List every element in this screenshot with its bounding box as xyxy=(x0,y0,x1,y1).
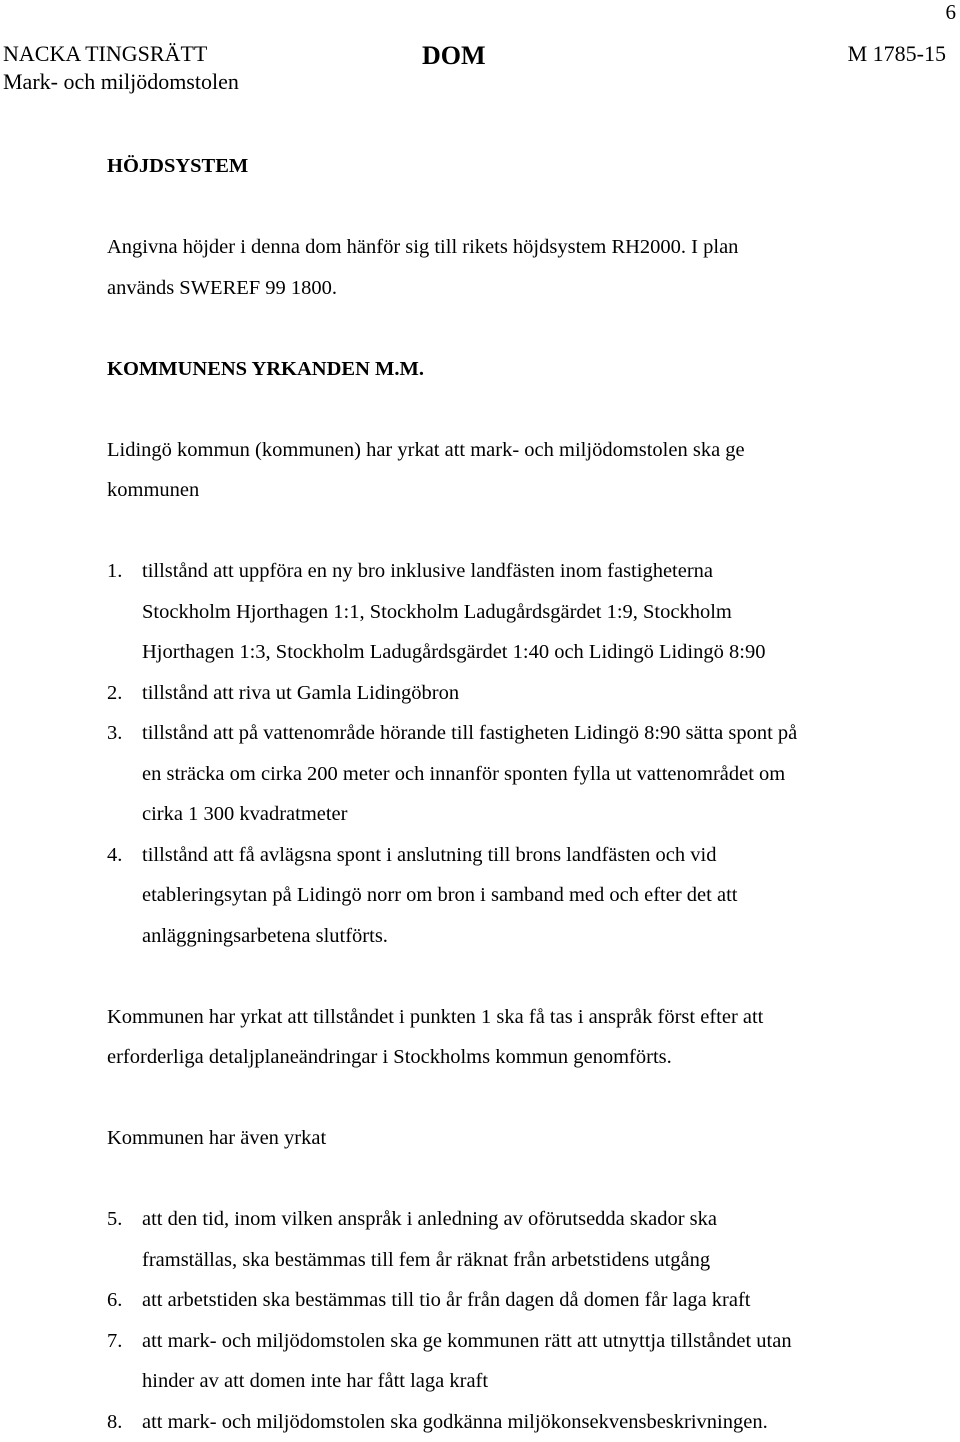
list-item-number: 6. xyxy=(107,1280,122,1321)
list-item-number: 2. xyxy=(107,673,122,714)
list-item-line: anläggningsarbetena slutförts. xyxy=(142,916,907,957)
list-item-number: 4. xyxy=(107,835,122,876)
heading-height-system: HÖJDSYSTEM xyxy=(107,146,907,187)
list-item-line: framställas, ska bestämmas till fem år räknat från arbetstidens utgång xyxy=(142,1240,907,1281)
list-item-number: 3. xyxy=(107,713,122,754)
list-item-line: tillstånd att på vattenområde hörande till fastigheten Lidingö 8:90 sätta spont på xyxy=(142,713,907,754)
list-item xyxy=(107,1280,907,1321)
list-item-line: tillstånd att riva ut Gamla Lidingöbron xyxy=(142,673,907,714)
list-item-line: etableringsytan på Lidingö norr om bron i samband med och efter det att xyxy=(142,875,907,916)
claims-para-3: Kommunen har även yrkat xyxy=(107,1118,907,1159)
claims-para-2-line-2: erforderliga detaljplaneändringar i Stockholms kommun genomförts. xyxy=(107,1037,907,1078)
case-number: M 1785-15 xyxy=(848,41,946,67)
document-body xyxy=(107,146,907,1442)
claims-para-2-line-1: Kommunen har yrkat att tillståndet i punkten 1 ska få tas i anspråk först efter att xyxy=(107,997,907,1038)
list-item-line: tillstånd att uppföra en ny bro inklusive landfästen inom fastigheterna xyxy=(142,551,907,592)
list-item-line: att mark- och miljödomstolen ska ge kommunen rätt att utnyttja tillståndet utan xyxy=(142,1321,907,1362)
list-item xyxy=(107,673,907,714)
list-item-number: 1. xyxy=(107,551,122,592)
list-item-number: 5. xyxy=(107,1199,122,1240)
list-item-line: att den tid, inom vilken anspråk i anledning av oförutsedda skador ska xyxy=(142,1199,907,1240)
list-item xyxy=(107,1321,907,1402)
height-system-text-line-1: Angivna höjder i denna dom hänför sig till rikets höjdsystem RH2000. I plan xyxy=(107,227,907,268)
heading-claims: KOMMUNENS YRKANDEN M.M. xyxy=(107,349,907,390)
list-item-line: att arbetstiden ska bestämmas till tio år från dagen då domen får laga kraft xyxy=(142,1280,907,1321)
list-item xyxy=(107,835,907,957)
list-item xyxy=(107,713,907,835)
list-item-line: Hjorthagen 1:3, Stockholm Ladugårdsgärdet 1:40 och Lidingö Lidingö 8:90 xyxy=(142,632,907,673)
list-item-line: cirka 1 300 kvadratmeter xyxy=(142,794,907,835)
claims-list-1 xyxy=(107,551,907,956)
list-item xyxy=(107,1402,907,1442)
claims-list-2 xyxy=(107,1199,907,1442)
court-name: NACKA TINGSRÄTT xyxy=(3,41,207,67)
height-system-text-line-2: används SWEREF 99 1800. xyxy=(107,268,907,309)
claims-intro-line-2: kommunen xyxy=(107,470,907,511)
list-item-number: 8. xyxy=(107,1402,122,1442)
list-item xyxy=(107,551,907,673)
list-item-line: en sträcka om cirka 200 meter och innanför sponten fylla ut vattenområdet om xyxy=(142,754,907,795)
list-item-line: Stockholm Hjorthagen 1:1, Stockholm Ladugårdsgärdet 1:9, Stockholm xyxy=(142,592,907,633)
document-type: DOM xyxy=(422,43,486,69)
list-item-line: hinder av att domen inte har fått laga kraft xyxy=(142,1361,907,1402)
list-item-line: tillstånd att få avlägsna spont i anslutning till brons landfästen och vid xyxy=(142,835,907,876)
court-department: Mark- och miljödomstolen xyxy=(3,69,239,95)
page-number: 6 xyxy=(946,0,957,25)
list-item xyxy=(107,1199,907,1280)
claims-intro-line-1: Lidingö kommun (kommunen) har yrkat att mark- och miljödomstolen ska ge xyxy=(107,430,907,471)
list-item-line: att mark- och miljödomstolen ska godkänna miljökonsekvensbeskrivningen. xyxy=(142,1402,907,1442)
list-item-number: 7. xyxy=(107,1321,122,1362)
